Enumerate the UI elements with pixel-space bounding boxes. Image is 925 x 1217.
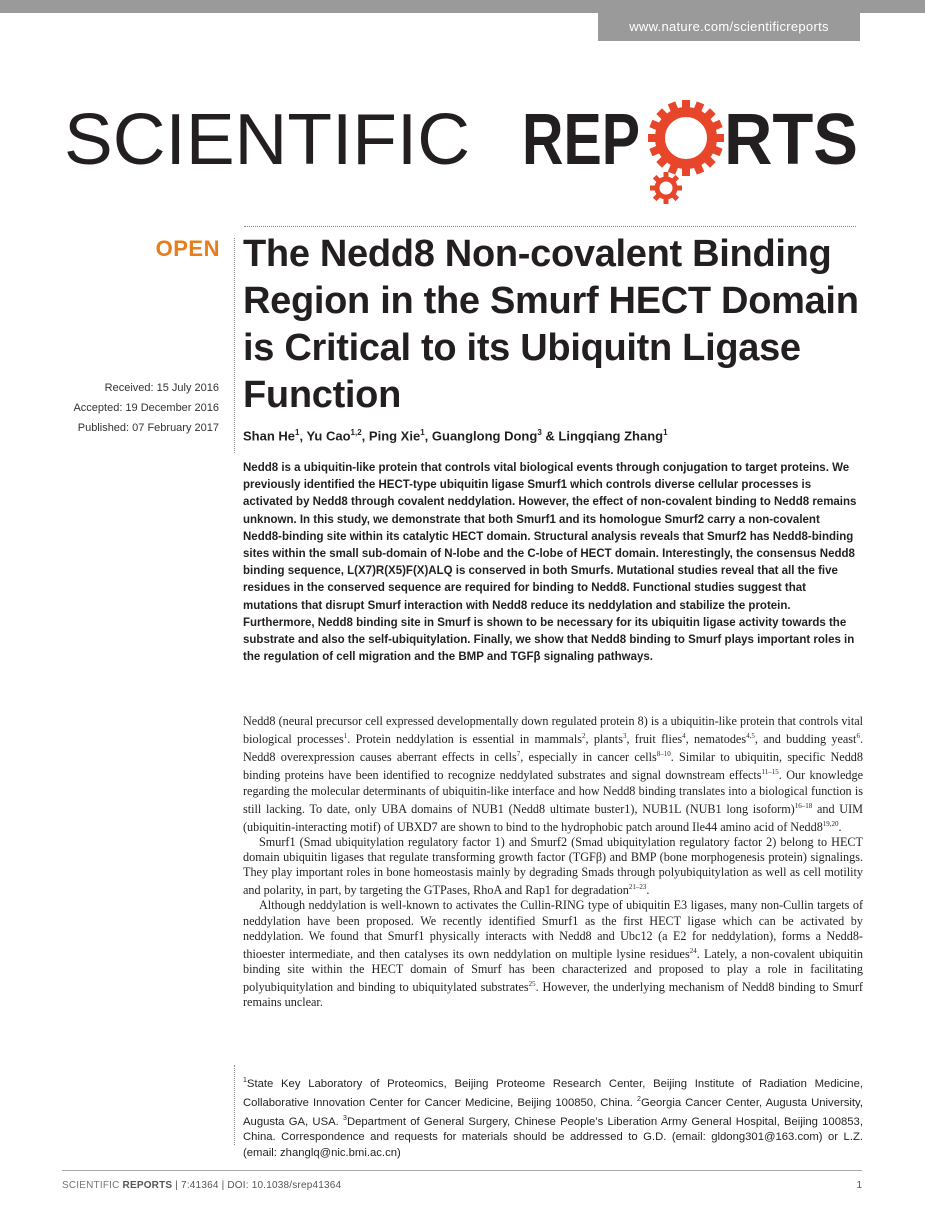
text-run: . Lately, a non-covalent ubiquitin binding site within the HECT domain of Smurf has been characterized and proposed to play a role in facilitating polyubiquitylation and binding to ubiquitylated substrates	[243, 946, 863, 994]
small-gear-icon	[650, 172, 682, 204]
citation-ref[interactable]: 2	[637, 1095, 641, 1103]
author-name[interactable]: Shan He	[243, 428, 296, 444]
author-name[interactable]: Guanglong Dong	[431, 428, 538, 444]
top-bar	[0, 0, 925, 13]
citation-ref[interactable]: 1	[243, 1077, 247, 1084]
footer-doi[interactable]: | 7:41364 | DOI: 10.1038/srep41364	[172, 1180, 342, 1191]
citation-ref[interactable]: 19,20	[822, 819, 839, 828]
footer-rule	[62, 1170, 862, 1171]
text-run: , plants	[585, 732, 623, 747]
body-paragraph	[243, 714, 863, 835]
citation-ref[interactable]: 6	[856, 732, 860, 741]
text-run: , nematodes	[685, 732, 747, 747]
text-run: .	[838, 819, 842, 834]
title-line: Function	[243, 374, 402, 416]
logo-word-scientific: SCIENTIFIC	[64, 100, 471, 180]
citation-ref[interactable]: 3	[343, 1114, 347, 1122]
text-run: Smurf1 (Smad ubiquitylation regulatory factor 1) and Smurf2 (Smad ubiquitylation regulatory factor 2) belong to HECT domain ubiquitin ligases that regulate transforming growth factor (TGFβ) and BMP (bone morphogenesis protein) signalings. They play important roles in bone homeostasis mainly by degrading Smads through polyubiquitylation as well as cell motility and polarity, in part, by targeting the GTPases, RhoA and Rap1 for degradation	[243, 834, 863, 898]
text-run: and UIM (ubiquitin-interacting motif) of UBXD7 are shown to bind to the hydrophobic patch around Ile44 amino acid of Nedd8	[243, 801, 863, 834]
citation-ref[interactable]: 11–15	[761, 768, 779, 777]
header-divider	[244, 226, 856, 227]
text-run: . Nedd8 overexpression causes aberrant effects in cells	[243, 732, 863, 765]
text-run: . However, the underlying mechanism of Nedd8 binding to Smurf remains unclear.	[243, 980, 863, 1010]
title-line: Region in the Smurf HECT Domain	[243, 280, 859, 322]
title-line: is Critical to its Ubiquitn Ligase	[243, 327, 801, 369]
body-paragraph	[243, 898, 863, 1010]
citation-ref[interactable]: 7	[516, 750, 521, 759]
footer-citation	[62, 1180, 862, 1191]
logo-word-rep: REP	[522, 100, 640, 180]
footer-brand-reports: REPORTS	[122, 1180, 173, 1191]
title-column-rule	[234, 238, 235, 453]
citation-ref[interactable]: 8–10	[656, 750, 671, 759]
received-date: Received: 15 July 2016	[104, 382, 219, 394]
citation-ref[interactable]: 16–18	[794, 801, 813, 810]
text-run: , especially in cancer cells	[520, 750, 657, 765]
accepted-date: Accepted: 19 December 2016	[73, 402, 219, 414]
logo-word-rts: RTS	[724, 100, 858, 180]
author-affiliation: 1,2	[350, 428, 362, 437]
text-run: , fruit flies	[626, 732, 683, 747]
gear-icon	[648, 100, 724, 176]
footer-brand-scientific: SCIENTIFIC	[62, 1180, 120, 1191]
author-name[interactable]: Yu Cao	[306, 428, 351, 444]
author-affiliation: 1	[663, 428, 668, 437]
citation-ref[interactable]: 4	[682, 732, 686, 741]
author-name[interactable]: Ping Xie	[368, 428, 421, 444]
author-affiliation: 1	[295, 428, 300, 437]
citation-ref[interactable]: 24	[689, 946, 697, 955]
text-run: . Similar to ubiquitin, specific Nedd8 binding proteins have been identified to recognize neddylated substrates and signal downstream effects	[243, 750, 863, 783]
article-title	[243, 231, 858, 419]
text-run: State Key Laboratory of Proteomics, Beijing Proteome Research Center, Beijing Institute of Radiation Medicine, Collaborative Innovation Center for Cancer Medicine, Beijing 100850, China.	[243, 1077, 863, 1109]
publication-dates	[30, 378, 219, 438]
text-run: Georgia Cancer Center, Augusta University, Augusta GA, USA.	[243, 1096, 863, 1128]
text-run: Department of General Surgery, Chinese People’s Liberation Army General Hospital, Beijing 100853, China. Correspondence and requests for materials should be addressed to G.D. (email: gldong301@163.com) or L.Z. (email: zhanglq@nic.bmi.ac.cn)	[243, 1115, 863, 1160]
citation-ref[interactable]: 3	[622, 732, 627, 741]
affiliation-column-rule	[234, 1065, 235, 1145]
title-line: The Nedd8 Non-covalent Binding	[243, 233, 832, 275]
citation-ref[interactable]: 1	[343, 732, 348, 741]
citation-ref[interactable]: 4,5	[746, 732, 755, 741]
citation-ref[interactable]: 25	[528, 979, 536, 988]
affiliations	[243, 1073, 863, 1161]
citation-ref[interactable]: 2	[581, 732, 586, 741]
published-date: Published: 07 February 2017	[77, 422, 219, 434]
citation-ref[interactable]: 21–23	[628, 883, 647, 892]
text-run: , and budding yeast	[754, 732, 857, 747]
main-body-text	[243, 714, 863, 1010]
journal-url[interactable]: www.nature.com/scientificreports	[598, 13, 860, 41]
author-list: Shan He$^1$, Yu Cao$^{1,2}$, Ping Xie$^1$, Guanglong Dong$^3$ & Lingqiang Zhang$^1$	[243, 428, 668, 444]
author-affiliation: 1	[420, 428, 425, 437]
author-name[interactable]: Lingqiang Zhang	[558, 428, 664, 444]
text-run: . Our knowledge regarding the molecular determinants of ubiquitin-like interface and how Nedd8 binding translates into a biological function is still lacking. To date, only UBA domains of NUB1 (Nedd8 ultimate buster1), NUB1L (NUB1 long isoform)	[243, 768, 863, 816]
text-run: Nedd8 (neural precursor cell expressed developmentally down regulated protein 8) is a ubiquitin-like protein that controls vital biological processes	[243, 714, 863, 747]
abstract: Nedd8 is a ubiquitin-like protein that controls vital biological events through conjugation to target proteins. We previously identified the HECT-type ubiquitin ligase Smurf1 which controls diverse cellular processes is activated by Nedd8 through covalent neddylation. However, the effect of non-covalent binding to Nedd8 remains unknown. In this study, we demonstrate that both Smurf1 and its homologue Smurf2 carry a non-covalent Nedd8-binding site within its catalytic HECT domain. Structural analysis reveals that Smurf2 has Nedd8-binding sites within the small sub-domain of N-lobe and the C-lobe of HECT domain. Interestingly, the consensus Nedd8 binding sequence, L(X7)R(X5)F(X)ALQ is conserved in both Smurfs. Mutational studies reveal that all the five residues in the conserved sequence are required for binding to Nedd8. Functional studies suggest that mutations that disrupt Smurf interaction with Nedd8 reduce its neddylation and stabilize the protein. Furthermore, Nedd8 binding site in Smurf is shown to be necessary for its ubiquitin ligase activity towards the substrate and also the self-ubiquitylation. Finally, we show that Nedd8 binding to Smurf plays important roles in the regulation of cell migration and the BMP and TGFβ signaling pathways.	[243, 462, 857, 664]
open-access-badge: OPEN	[155, 236, 220, 261]
body-paragraph	[243, 835, 863, 898]
text-run: .	[646, 883, 650, 898]
page-number: 1	[856, 1180, 862, 1191]
journal-logo	[62, 100, 862, 210]
text-run: . Protein neddylation is essential in mammals	[347, 732, 582, 747]
author-affiliation: 3	[537, 428, 542, 437]
text-run: Although neddylation is well-known to activates the Cullin-RING type of ubiquitin E3 ligases, many non-Cullin targets of neddylation have been proposed. We recently identified Smurf1 as the first HECT ligase which can be activated by neddylation. We found that Smurf1 physically interacts with Nedd8 and Ubc12 (a E2 for neddylation), forms a Nedd8-thioester intermediate, and then catalyses its own neddylation on multiple lysine residues	[243, 898, 863, 961]
